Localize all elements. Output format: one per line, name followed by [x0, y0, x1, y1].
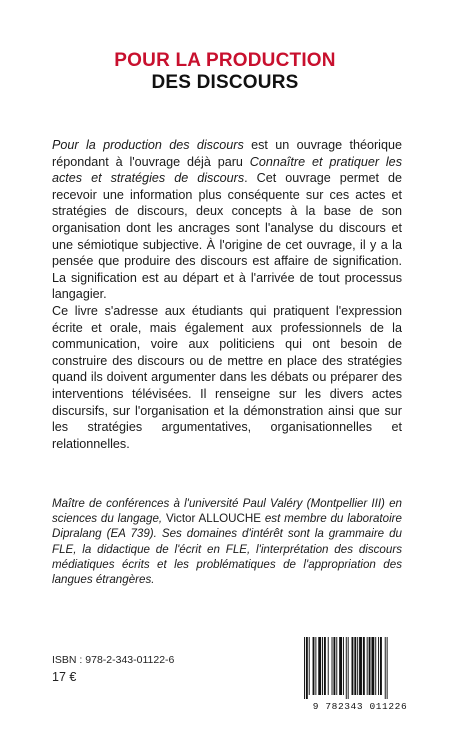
barcode-bar: [352, 637, 354, 695]
barcode-number: 9 782343 011226: [312, 701, 408, 712]
barcode-bar: [363, 637, 365, 695]
barcode: [296, 635, 424, 713]
barcode-bar: [343, 637, 344, 695]
barcode-bar: [369, 637, 371, 695]
bio-text: Maître de conférences à l'université Paul Valéry (Montpellier III) en sciences du langage,: [52, 497, 402, 526]
barcode-bar: [371, 637, 374, 695]
barcode-bar: [339, 637, 342, 695]
barcode-bar: [315, 637, 316, 695]
barcode-bar: [332, 637, 333, 695]
barcode-bar: [328, 637, 329, 695]
barcode-bar: [309, 637, 310, 695]
barcode-bar: [333, 637, 335, 695]
barcode-bar: [318, 637, 321, 695]
description-text: est un ouvrage théorique répondant à l'ouvrage déjà paru: [52, 138, 402, 169]
barcode-bar: [380, 637, 382, 695]
title-line-1: POUR LA PRODUCTION: [114, 50, 336, 71]
barcode-bars: [296, 635, 424, 699]
barcode-bar: [375, 637, 376, 695]
barcode-bar: [348, 637, 349, 699]
barcode-bar: [322, 637, 323, 695]
barcode-bar: [354, 637, 356, 695]
barcode-bar: [336, 637, 337, 695]
isbn-label: ISBN : 978-2-343-01122-6: [52, 654, 175, 666]
barcode-bar: [304, 637, 305, 699]
barcode-bar: [306, 637, 308, 699]
description-text: . Cet ouvrage permet de recevoir une information plus conséquente sur ces actes et stratégies de discours, deux concepts à la base de son organisation dont les ancrages sont l'analyse du discours et une sémiotique subjective. À l'origine de cet ouvrage, il y a la pensée que produire des discours est affaire de signification. La signification est au départ et à l'arrivée de tout processus langagier.: [52, 171, 403, 302]
italic-reference-title: Connaître et pratiquer les actes et stratégies de discours: [52, 154, 402, 186]
author-name: Victor ALLOUCHE: [165, 512, 262, 526]
description-paragraph-1: [52, 137, 402, 303]
italic-book-title: Pour la production des discours: [52, 138, 244, 152]
title-line-2: DES DISCOURS: [151, 71, 299, 93]
book-description: [52, 137, 402, 452]
barcode-bar: [387, 637, 388, 699]
barcode-bar: [324, 637, 326, 695]
barcode-bar: [385, 637, 386, 699]
author-bio: [52, 496, 402, 587]
barcode-bar: [346, 637, 347, 699]
barcode-bar: [359, 637, 362, 695]
description-paragraph-2: Ce livre s'adresse aux étudiants qui pratiquent l'expression écrite et orale, mais également aux professionnels de la communication, voire aux politiciens qui ont besoin de construire des discours ou de mettre en place des stratégies quand ils doivent argumenter dans les débats ou préparer des interventions télévisées. Il renseigne sur les divers actes discursifs, sur l'organisation et la démonstration ainsi que sur les stratégies argumentatives, organisationnelles et relationnelles.: [52, 303, 402, 451]
barcode-bar: [313, 637, 315, 695]
bio-text: est membre du laboratoire Dipralang (EA 739). Ses domaines d'intérêt sont la grammaire du FLE, la didactique de l'écrit en FLE, l'interprétation des discours médiatiques écrits et les problématiques de l'appropriation des langues étrangères.: [52, 512, 402, 587]
barcode-bar: [357, 637, 358, 695]
price-label: 17 €: [52, 670, 77, 684]
barcode-bar: [367, 637, 368, 695]
barcode-bar: [378, 637, 379, 695]
book-title: [0, 50, 450, 94]
